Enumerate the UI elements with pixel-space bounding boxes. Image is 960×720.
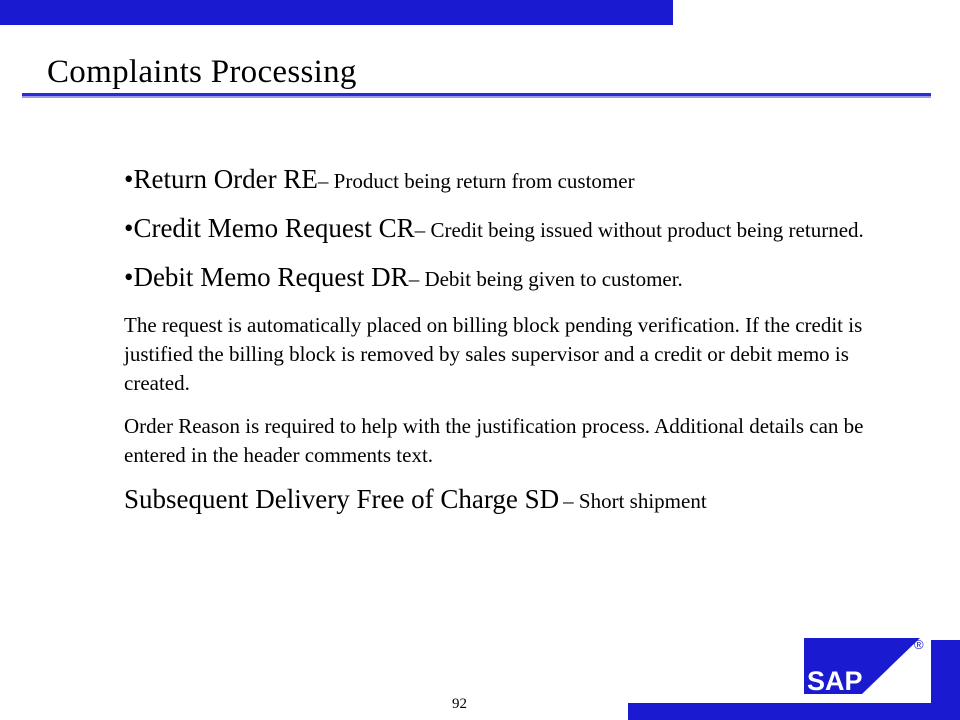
sap-logo-text: SAP xyxy=(807,666,863,694)
page-number: 92 xyxy=(452,696,467,712)
registered-mark: ® xyxy=(914,637,924,652)
bullet-marker: • xyxy=(124,262,134,292)
list-item-debit-memo xyxy=(124,262,914,297)
item-heading: Subsequent Delivery Free of Charge SD xyxy=(124,484,560,514)
list-item-subsequent-delivery xyxy=(124,484,914,519)
order-reason-paragraph: Order Reason is required to help with the justification process. Additional details can be entered in the header comments text. xyxy=(124,414,864,467)
item-detail: – Debit being given to customer. xyxy=(408,267,683,291)
bullet-marker: • xyxy=(124,213,134,243)
page-title: Complaints Processing xyxy=(47,54,357,90)
list-item-return-order xyxy=(124,164,914,199)
item-heading: Debit Memo Request DR xyxy=(133,262,409,292)
top-brand-bar xyxy=(0,0,673,25)
billing-block-paragraph: The request is automatically placed on billing block pending verification. If the credit is justified the billing block is removed by sales supervisor and a credit or debit memo is created. xyxy=(124,313,863,395)
item-detail: – Short shipment xyxy=(563,489,707,513)
slide-content xyxy=(124,164,914,533)
item-detail: – Credit being issued without product being returned. xyxy=(414,218,864,242)
item-heading: Credit Memo Request CR xyxy=(133,213,415,243)
title-underline-shadow xyxy=(22,96,931,98)
bullet-marker: • xyxy=(124,164,134,194)
sap-logo-icon xyxy=(804,638,920,694)
item-detail: – Product being return from customer xyxy=(317,169,635,193)
item-heading: Return Order RE xyxy=(133,164,318,194)
footer-brand-bar xyxy=(628,703,960,720)
list-item-credit-memo xyxy=(124,213,914,248)
